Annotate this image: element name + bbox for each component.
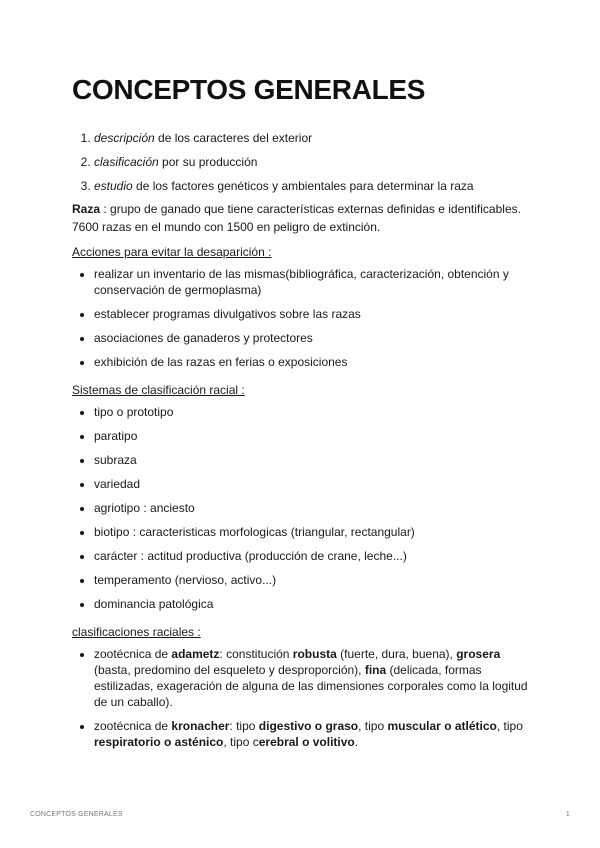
sistemas-heading: Sistemas de clasificación racial :: [72, 383, 245, 397]
sistemas-list: [72, 404, 532, 612]
footer-title: CONCEPTOS GENERALES: [30, 811, 123, 818]
list-item: • agriotipo : anciesto: [94, 500, 532, 516]
list-item: 3. estudio de los factores genéticos y ambientales para determinar la raza: [94, 178, 532, 194]
list-item: • paratipo: [94, 428, 532, 444]
list-item: • exhibición de las razas en ferias o exposiciones: [94, 354, 532, 370]
acciones-heading: Acciones para evitar la desaparición :: [72, 245, 272, 259]
list-item: • biotipo : caracteristicas morfologicas (triangular, rectangular): [94, 524, 532, 540]
page-title: CONCEPTOS GENERALES: [72, 74, 426, 105]
numbered-list: [72, 130, 532, 194]
list-item: • subraza: [94, 452, 532, 468]
list-item: • realizar un inventario de las mismas(bibliográfica, caracterización, obtención y conservación de germoplasma): [94, 266, 532, 298]
clasificaciones-heading: clasificaciones raciales :: [72, 625, 201, 639]
list-item-adametz: • zootécnica de adametz: constitución robusta (fuerte, dura, buena), grosera (basta, predomino del esqueleto y desproporción), fina (delicada, formas estilizadas, exageración de alguna de las dimensiones corporales como la logitud de un caballo).: [94, 646, 532, 710]
list-item: • carácter : actitud productiva (producción de crane, leche...): [94, 548, 532, 564]
list-item: • tipo o prototipo: [94, 404, 532, 420]
clasificaciones-list: [72, 646, 532, 750]
raza-definition: Raza : grupo de ganado que tiene características externas definidas e identificables. 7600 razas en el mundo con 1500 en peligro de extinción.: [72, 202, 521, 234]
list-item: • variedad: [94, 476, 532, 492]
page-number: 1: [565, 811, 570, 818]
list-item: • asociaciones de ganaderos y protectores: [94, 330, 532, 346]
list-item: 1. descripción de los caracteres del exterior: [94, 130, 532, 146]
document-body: [72, 74, 532, 758]
page-footer: [30, 811, 570, 818]
list-item: • dominancia patológica: [94, 596, 532, 612]
acciones-list: [72, 266, 532, 370]
list-item: • temperamento (nervioso, activo...): [94, 572, 532, 588]
list-item-kronacher: • zootécnica de kronacher: tipo digestivo o graso, tipo muscular o atlético, tipo respiratorio o asténico, tipo cerebral o volitivo.: [94, 718, 532, 750]
list-item: 2. clasificación por su producción: [94, 154, 532, 170]
list-item: • establecer programas divulgativos sobre las razas: [94, 306, 532, 322]
